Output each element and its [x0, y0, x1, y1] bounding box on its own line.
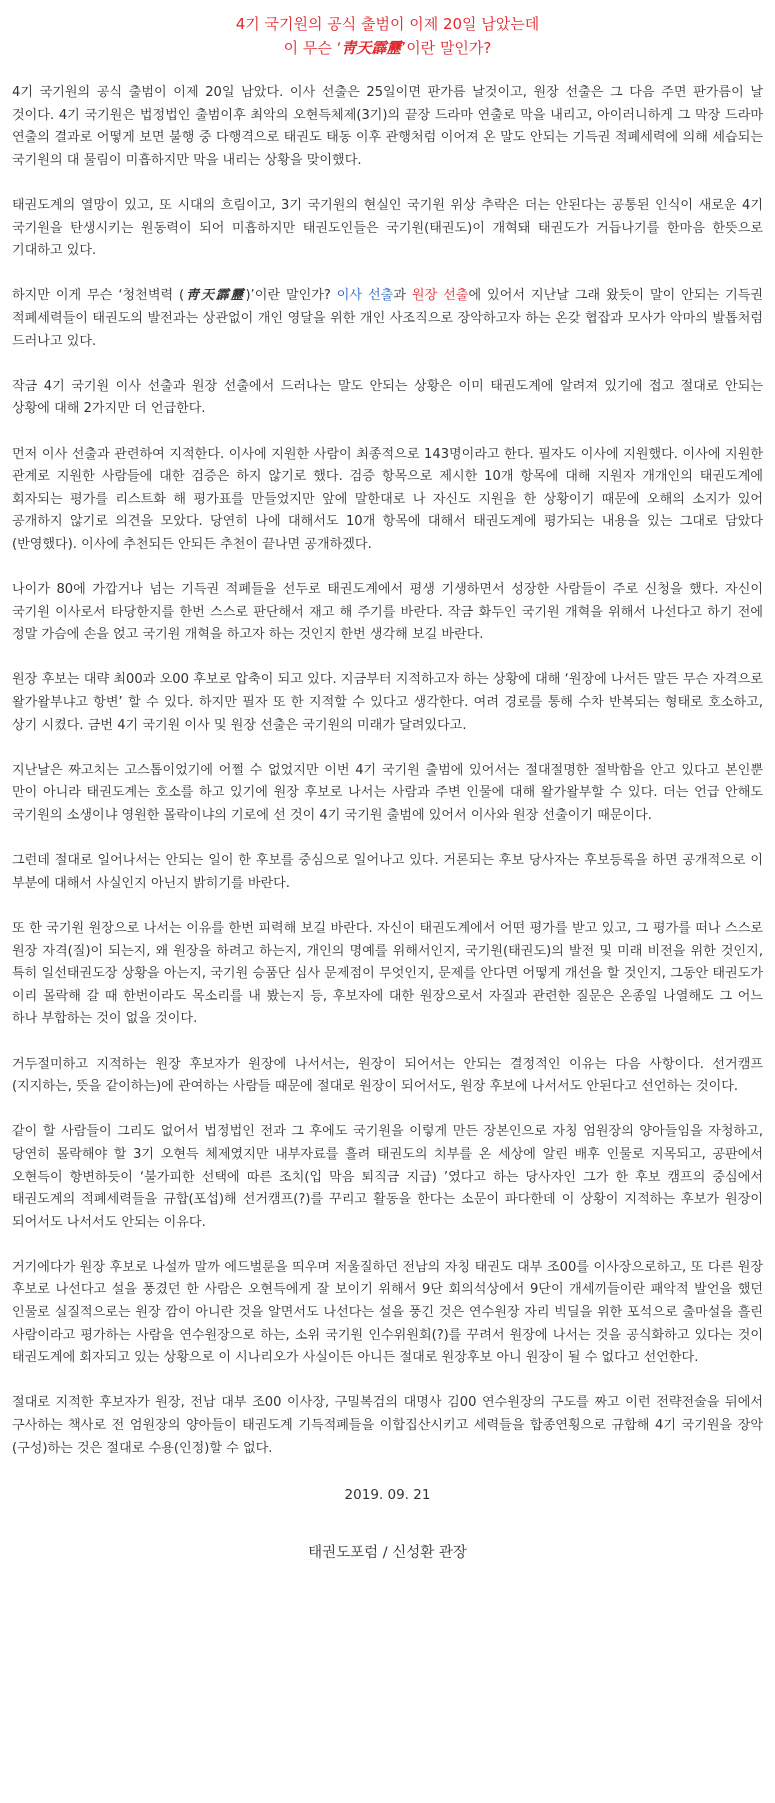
- title-line-1: 4기 국기원의 공식 출범이 이제 20일 남았는데: [235, 15, 540, 33]
- paragraph-3: [12, 285, 763, 353]
- article-signature: 태권도포럼 / 신성환 관장: [308, 1545, 467, 1562]
- paragraph-11: 거두절미하고 지적하는 원장 후보자가 원장에 나서서는, 원장이 되어서는 안되는 결정적인 이유는 다음 사항이다. 선거캠프(지지하는, 뜻을 같이하는)에 관여하는 사람들 때문에 절대로 원장이 되어서도, 원장 후보에 나서서도 안된다고 선언하는 것이다.: [12, 1056, 763, 1095]
- paragraph-10: 또 한 국기원 원장으로 나서는 이유를 한번 피력해 보길 바란다. 자신이 태권도계에서 어떤 평가를 받고 있고, 그 평가를 떠나 스스로 원장 자격(질)이 되는지, 왜 원장을 하려고 하는지, 개인의 명예를 위해서인지, 국기원(태권도)의 발전 및 미래 비전을 위한 것인지, 특히 일선태권도장 상황을 아는지, 국기원 승품단 심사 문제점이 무엇인지, 문제를 안다면 어떻게 개선을 할 것인지, 그동안 태권도가 이리 몰락해 갈 때 한번이라도 목소리를 내 봤는지 등, 후보자에 대한 원장으로서 자질과 관련한 질문은 온종일 나열해도 그 어느 하나 부합하는 것이 없을 것이다.: [12, 920, 763, 1027]
- paragraph-5: 먼저 이사 선출과 관련하여 지적한다. 이사에 지원한 사람이 최종적으로 143명이라고 한다. 필자도 이사에 지원했다. 이사에 지원한 관계로 지원한 사람들에 대한 검증은 하지 않기로 했다. 검증 항목으로 제시한 10개 항목에 대해 지원자 개개인의 태권도계에 회자되는 평가를 리스트화 해 평가표를 만들었지만 앞에 말한대로 나 자신도 지원을 한 상황이기 때문에 오해의 소지가 있어 공개하지 않기로 의견을 모았다. 당연히 나에 대해서도 10개 항목에 대해서 태권도계에 평가되는 내용을 있는 그대로 담았다(반영했다). 이사에 추천되든 안되든 추천이 끝나면 공개하겠다.: [12, 446, 763, 552]
- paragraph-1: 4기 국기원의 공식 출범이 이제 20일 남았다. 이사 선출은 25일이면 판가름 날것이고, 원장 선출은 그 다음 주면 판가름이 날 것이다. 4기 국기원은 법정법인 출범이후 최악의 오현득체제(3기)의 끝장 드라마 연출로 막을 내리고, 아이러니하게 그 막장 드라마 연출의 결과로 어떻게 보면 불행 중 다행격으로 태권도 태동 이후 관행처럼 이어져 온 말도 안되는 기득권 적폐세력에 의해 세습되는 국기원의 대 물림이 미흡하지만 막을 내리는 상황을 맞이했다.: [12, 85, 763, 168]
- article-title: [12, 12, 763, 60]
- highlight-director-election: 이사 선출: [336, 288, 394, 304]
- title-line-2-pre: 이 무슨 ‘: [283, 39, 342, 57]
- paragraph-14: 절대로 지적한 후보자가 원장, 전남 대부 조00 이사장, 구밀복검의 대명사 김00 연수원장의 구도를 짜고 이런 전략전술을 뒤에서 구사하는 책사로 전 엄원장의 양아들이 태권도계 기득적폐들을 이합집산시키고 세력들을 합종연횡으로 규합해 4기 국기원을 장악(구성)하는 것은 절대로 수용(인정)할 수 없다.: [12, 1395, 763, 1456]
- paragraph-7: 원장 후보는 대략 최00과 오00 후보로 압축이 되고 있다. 지금부터 지적하고자 하는 상황에 대해 ‘원장에 나서든 말든 무슨 자격으로 왈가왈부냐고 항변’ 할 수 있다. 하지만 필자 또 한 지적할 수 있다고 생각한다. 여려 경로를 통해 수차 반복되는 형태로 호소하고, 상기 시켰다. 금번 4기 국기원 이사 및 원장 선출은 국기원의 미래가 달려있다고.: [12, 672, 763, 733]
- p3-hanja: 靑天霹靂: [184, 288, 246, 304]
- paragraph-12: 같이 할 사람들이 그리도 없어서 법정법인 전과 그 후에도 국기원을 이렇게 만든 장본인으로 자칭 엄원장의 양아들임을 자청하고, 당연히 몰락해야 할 3기 오현득 체제였지만 내부자료를 흘려 태권도의 치부를 온 세상에 알린 배후 인물로 지목되고, 공판에서 오현득이 항변하듯이 ‘불가피한 선택에 따른 조치(입 막음 퇴직금 지급) ’였다고 하는 당사자인 그가 한 후보 캠프의 중심에서 태권도계의 적폐세력들을 규합(포섭)해 선거캠프(?)를 꾸리고 활동을 한다는 소문이 파다한데 이 상황이 지적하는 후보가 원장이 되어서도 나서서도 안되는 이유다.: [12, 1124, 763, 1230]
- p3-text-d: 에 있어서 지난날 그래 왔듯이 말이 안되는 기득권 적폐세력들이 태권도의 발전과는 상관없이 개인 영달을 위한 개인 사조직으로 장악하고자 하는 온갖 협잡과 모사가 악마의 발톱처럼 드러나고 있다.: [12, 288, 764, 349]
- p3-text-a: 하지만 이게 무슨 ‘청천벽력 (: [12, 288, 185, 304]
- paragraph-8: 지난날은 짜고치는 고스톱이었기에 어쩔 수 없었지만 이번 4기 국기원 출범에 있어서는 절대절명한 절박함을 안고 있다고 본인뿐 만이 아니라 태권도계는 호소를 하고 있기에 원장 후보로 나서는 사람과 주변 인물에 대해 왈가왈부할 수 있다. 더는 언급 안해도 국기원의 소생이냐 영원한 몰락이냐의 기로에 선 것이 4기 국기원 출범에 있어서 이사와 원장 선출이기 때문이다.: [12, 762, 763, 823]
- p3-text-c: 과: [393, 288, 412, 304]
- p3-text-b: )’이란 말인가?: [245, 288, 337, 304]
- paragraph-6: 나이가 80에 가깝거나 넘는 기득권 적폐들을 선두로 태권도계에서 평생 기생하면서 성장한 사람들이 주로 신청을 했다. 자신이 국기원 이사로서 타당한지를 한번 스스로 판단해서 재고 해 주기를 바란다. 작금 화두인 국기원 개혁을 위해서 나선다고 하기 전에 정말 가슴에 손을 얹고 국기원 개혁을 하고자 하는 것인지 한번 생각해 보길 바란다.: [12, 582, 763, 643]
- title-line-2-post: ’이란 말인가?: [401, 39, 492, 57]
- paragraph-13: 거기에다가 원장 후보로 나설까 말까 에드벌룬을 띄우며 저울질하던 전남의 자칭 태권도 대부 조00를 이사장으로하고, 또 다른 원장 후보로 나선다고 설을 풍겼던 한 사람은 오현득에게 잘 보이기 위해서 9단 회의석상에서 9단이 개세끼들이란 패악적 발언을 했던 인물로 실질적으로는 원장 깜이 아니란 것을 알면서도 나선다는 설을 풍긴 것은 연수원장 자리 빅딜을 위한 포석으로 출마설을 흘린 사람이라고 평가하는 사람을 연수원장으로 하는, 소위 국기원 인수위원회(?)를 꾸려서 원장에 나서는 것을 공식화하고 있다는 것이 태권도계에 회자되고 있는 상황으로 이 시나리오가 사실이든 아니든 절대로 원장후보 아니 원장이 될 수 없다고 선언한다.: [12, 1259, 763, 1366]
- title-hanja: 靑天霹靂: [341, 39, 402, 57]
- highlight-president-election: 원장 선출: [411, 288, 469, 304]
- article-date: 2019. 09. 21: [344, 1487, 431, 1504]
- paragraph-9: 그런데 절대로 일어나서는 안되는 일이 한 후보를 중심으로 일어나고 있다. 거론되는 후보 당사자는 후보등록을 하면 공개적으로 이 부분에 대해서 사실인지 아닌지 밝히기를 바란다.: [12, 853, 763, 891]
- paragraph-2: 태권도계의 열망이 있고, 또 시대의 흐림이고, 3기 국기원의 현실인 국기원 위상 추락은 더는 안된다는 공통된 인식이 새로운 4기 국기원을 탄생시키는 원동력이 되어 미흡하지만 태권도인들은 국기원(태권도)이 개혁돼 태권도가 거듭나기를 한마음 한뜻으로 기대하고 있다.: [12, 197, 763, 259]
- title-line-2: [12, 36, 763, 60]
- paragraph-4: 작금 4기 국기원 이사 선출과 원장 선출에서 드러나는 말도 안되는 상황은 이미 태권도계에 알려져 있기에 접고 절대로 안되는 상황에 대해 2가지만 더 언급한다.: [12, 378, 763, 417]
